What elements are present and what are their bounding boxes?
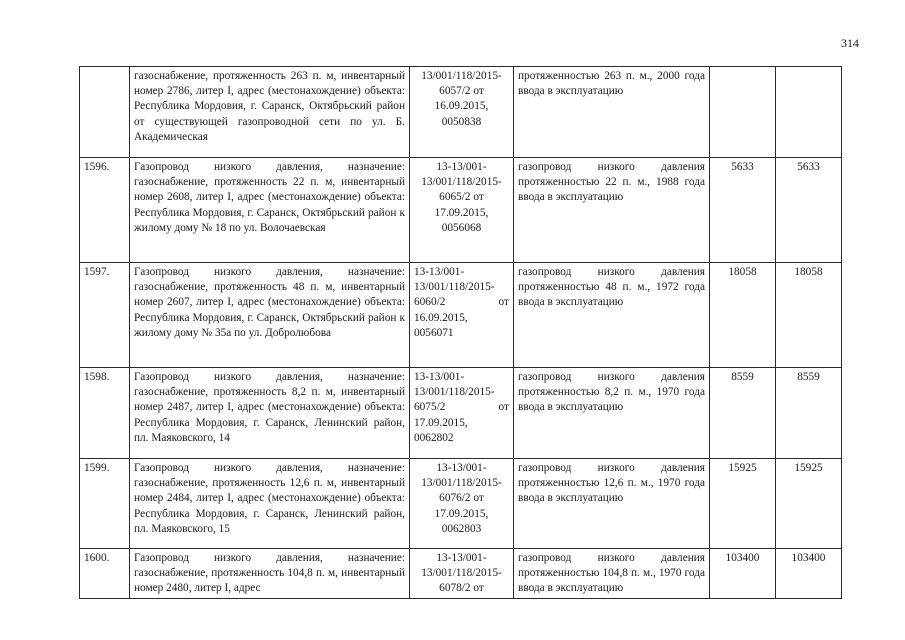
value-column-2: 15925: [776, 459, 842, 549]
row-number: 1599.: [80, 459, 130, 549]
value-column-1: 103400: [710, 549, 776, 599]
object-description: Газопровод низкого давления, назначение: газоснабжение, протяженность 104,8 п. м, инвентарный номер 2480, литер I, адрес: [130, 549, 410, 599]
value-column-2: [776, 67, 842, 158]
registration-record: 13-13/001-13/001/118/2015-6065/2 от 17.09.2015, 0056068: [410, 158, 514, 263]
value-column-1: 18058: [710, 263, 776, 368]
row-number: 1600.: [80, 549, 130, 599]
object-description: Газопровод низкого давления, назначение: газоснабжение, протяженность 12,6 п. м, инвентарный номер 2484, литер I, адрес (местонахождение) объекта: Республика Мордовия, г. Саранск, Ленинский район, пл. Маяковского, 15: [130, 459, 410, 549]
registration-record: 13/001/118/2015-6057/2 от 16.09.2015, 0050838: [410, 67, 514, 158]
row-number: [80, 67, 130, 158]
table-row: [80, 67, 842, 158]
table-row: [80, 158, 842, 263]
registration-record: 13-13/001-13/001/118/2015-6076/2 от 17.09.2015, 0062803: [410, 459, 514, 549]
table-row: [80, 368, 842, 459]
registration-record: 13-13/001-13/001/118/2015-6075/2 от 17.09.2015, 0062802: [410, 368, 514, 459]
table-row: [80, 459, 842, 549]
object-description: Газопровод низкого давления, назначение: газоснабжение, протяженность 22 п. м, инвентарный номер 2608, литер I, адрес (местонахождение) объекта: Республика Мордовия, г. Саранск, Октябрьский район к жилому дому № 18 по ул. Волочаевская: [130, 158, 410, 263]
value-column-1: [710, 67, 776, 158]
value-column-2: 103400: [776, 549, 842, 599]
value-column-1: 15925: [710, 459, 776, 549]
value-column-1: 5633: [710, 158, 776, 263]
row-number: 1597.: [80, 263, 130, 368]
table-row: [80, 549, 842, 599]
page-number: 314: [841, 36, 859, 50]
object-characteristics: газопровод низкого давления протяженностью 12,6 п. м., 1970 года ввода в эксплуатацию: [514, 459, 710, 549]
registration-record: 13-13/001-13/001/118/2015-6078/2 от: [410, 549, 514, 599]
row-number: 1596.: [80, 158, 130, 263]
property-registry-table: [79, 66, 842, 599]
object-description: Газопровод низкого давления, назначение: газоснабжение, протяженность 48 п. м, инвентарный номер 2607, литер I, адрес (местонахождение) объекта: Республика Мордовия, г. Саранск, Октябрьский район к жилому дому № 35а по ул. Добролюбова: [130, 263, 410, 368]
registration-record: 13-13/001-13/001/118/2015-6060/2 от 16.09.2015, 0056071: [410, 263, 514, 368]
object-characteristics: газопровод низкого давления протяженностью 104,8 п. м., 1970 года ввода в эксплуатацию: [514, 549, 710, 599]
object-characteristics: газопровод низкого давления протяженностью 48 п. м., 1972 года ввода в эксплуатацию: [514, 263, 710, 368]
value-column-2: 8559: [776, 368, 842, 459]
object-description: Газопровод низкого давления, назначение: газоснабжение, протяженность 8,2 п. м, инвентарный номер 2487, литер I, адрес (местонахождение) объекта: Республика Мордовия, г. Саранск, Ленинский район, пл. Маяковского, 14: [130, 368, 410, 459]
object-characteristics: газопровод низкого давления протяженностью 22 п. м., 1988 года ввода в эксплуатацию: [514, 158, 710, 263]
value-column-2: 18058: [776, 263, 842, 368]
value-column-2: 5633: [776, 158, 842, 263]
object-characteristics: протяженностью 263 п. м., 2000 года ввода в эксплуатацию: [514, 67, 710, 158]
object-description: газоснабжение, протяженность 263 п. м, инвентарный номер 2786, литер I, адрес (местонахождение) объекта: Республика Мордовия, г. Саранск, Октябрьский район от существующей газопроводной сети по ул. Б. Академическая: [130, 67, 410, 158]
row-number: 1598.: [80, 368, 130, 459]
value-column-1: 8559: [710, 368, 776, 459]
table-row: [80, 263, 842, 368]
object-characteristics: газопровод низкого давления протяженностью 8,2 п. м., 1970 года ввода в эксплуатацию: [514, 368, 710, 459]
